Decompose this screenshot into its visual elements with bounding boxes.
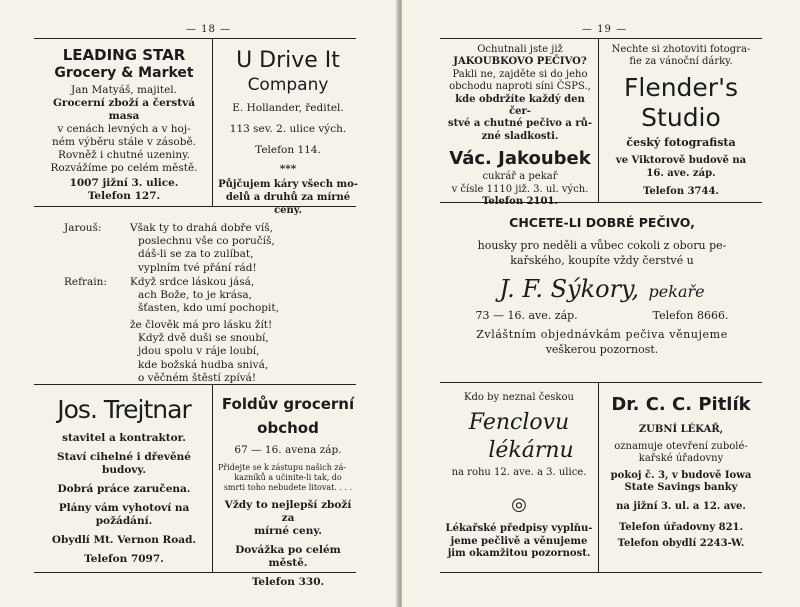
small-text: Přidejte se k zástupu našich zá- bbox=[218, 463, 347, 472]
divider bbox=[34, 38, 356, 39]
ad-line: ném výběru stále v zásobě. bbox=[51, 136, 196, 148]
ad-line: v cenách levných a v hoj- bbox=[57, 123, 191, 135]
address: 67 — 16. avena záp. bbox=[234, 444, 342, 456]
address: na rohu 12. ave. a 3. ulice. bbox=[451, 466, 587, 478]
ad-title: obchod bbox=[257, 419, 319, 437]
address: Obydlí Mt. Vernon Road. bbox=[51, 534, 197, 546]
divider bbox=[440, 38, 762, 39]
ad-line: Staví cihelné i dřevěné bbox=[57, 451, 191, 463]
verse-stanza bbox=[130, 319, 272, 385]
verse-line: dáš-li se za to zulíbat, bbox=[138, 248, 254, 261]
ad-line: obchodu naproti síni ČSPS., bbox=[449, 81, 591, 93]
ad-line: housky pro neděli a vůbec cokoli z oboru pe- bbox=[477, 239, 727, 252]
ad-line: Zvláštním objednávkám pečiva věnujeme bbox=[476, 328, 728, 341]
divider bbox=[440, 382, 762, 383]
ad-line: jim okamžitou pozornost. bbox=[447, 548, 591, 560]
left-page bbox=[0, 0, 398, 607]
ad-foldy bbox=[218, 394, 358, 589]
ad-line: mírné ceny. bbox=[254, 525, 322, 537]
ad-line: Půjčujem káry všech mo- bbox=[218, 179, 358, 190]
ad-line: Dovážka po celém městě. bbox=[235, 544, 341, 569]
verse-refrain-label: Refrain: bbox=[64, 276, 107, 288]
ad-leading-star bbox=[40, 46, 208, 203]
phone: Telefon 3744. bbox=[643, 186, 719, 198]
verse-speaker: Jarouš: bbox=[64, 222, 102, 234]
phone: Telefon 2101. bbox=[482, 196, 558, 208]
verse-stanza bbox=[130, 276, 279, 316]
verse-line: ach Bože, to je krása, bbox=[138, 289, 253, 302]
ad-title: LEADING STAR bbox=[62, 46, 186, 64]
ad-title: Fenclovu bbox=[468, 409, 570, 435]
ad-title: Vác. Jakoubek bbox=[449, 148, 591, 170]
ad-line: Grocerní zboží a čerstvá bbox=[52, 97, 196, 109]
ad-title: Flender's bbox=[624, 72, 738, 102]
ad-line: kařského, koupíte vždy čerstvé u bbox=[510, 254, 694, 267]
ad-title: U Drive It bbox=[236, 48, 340, 73]
ad-line: Pakli ne, zajděte si do jeho bbox=[452, 68, 588, 80]
verse-line: o věčném štěstí zpívá! bbox=[138, 371, 257, 384]
address: ve Viktorově budově na bbox=[615, 155, 747, 167]
divider bbox=[598, 382, 599, 572]
ad-line: budovy. bbox=[102, 464, 146, 476]
address: 73 — 16. ave. záp. bbox=[475, 309, 578, 322]
owner: E. Hollander, ředitel. bbox=[232, 102, 344, 114]
ad-headline: CHCETE-LI DOBRÉ PEČIVO, bbox=[509, 215, 695, 230]
small-text: smrti toho nebudete litovat. . . . bbox=[223, 483, 353, 492]
phone: Telefon 7097. bbox=[84, 553, 164, 565]
verse-line: kde božská hudba snivá, bbox=[138, 358, 269, 371]
address: v čísle 1110 již. 3. ul. vých. bbox=[451, 183, 589, 195]
ad-jakoubek bbox=[444, 44, 596, 208]
verse-line: že člověk má pro lásku žít! bbox=[130, 319, 273, 331]
ad-trejtnar bbox=[40, 394, 208, 566]
ad-line: masa bbox=[108, 110, 140, 122]
role: pekaře bbox=[648, 282, 705, 301]
verse-line: jdou spolu v ráje loubí, bbox=[138, 345, 260, 358]
ad-line: pokoj č. 3, v budově Iowa bbox=[610, 469, 752, 481]
role: stavitel a kontraktor. bbox=[62, 432, 186, 444]
ad-line: Nechte si zhotoviti fotogra- bbox=[611, 44, 751, 55]
role: ZUBNÍ LÉKAŘ, bbox=[638, 424, 724, 435]
ad-line: kde obdržíte každý den čer- bbox=[455, 93, 585, 118]
address: na jižní 3. ul. a 12. ave. bbox=[616, 500, 746, 512]
ad-title: Jos. Trejtnar bbox=[57, 395, 191, 424]
phone: Telefon úřadovny 821. bbox=[619, 521, 743, 533]
ad-line: Ochutnali jste již bbox=[477, 44, 563, 55]
ad-line: Vždy to nejlepší zboží za bbox=[224, 499, 352, 524]
verse-line: vyplním tvé přání rád! bbox=[138, 261, 257, 274]
ad-line: kařské úřadovny bbox=[638, 453, 724, 465]
address: 16. ave. záp. bbox=[646, 167, 716, 179]
owner: Jan Matyáš, majitel. bbox=[70, 84, 177, 96]
phone: Telefon 127. bbox=[87, 190, 161, 202]
ad-line: fie za vánoční dárky. bbox=[629, 56, 733, 68]
ad-line: veškerou pozornost. bbox=[545, 343, 659, 356]
ad-line: delů a druhů za mírné ceny. bbox=[225, 192, 351, 216]
ad-title: lékárnu bbox=[488, 437, 574, 463]
divider bbox=[598, 38, 599, 202]
verse-line: Když srdce láskou jásá, bbox=[130, 276, 255, 288]
divider bbox=[34, 384, 356, 385]
ad-line: State Savings banky bbox=[624, 482, 738, 494]
ad-line: zné sladkosti. bbox=[481, 130, 559, 142]
ad-sykora bbox=[442, 214, 762, 357]
ad-line: Lékařské předpisy vyplňu- bbox=[445, 523, 593, 535]
phone: Telefon 330. bbox=[251, 576, 325, 588]
ad-line: Kdo by neznal českou bbox=[464, 392, 574, 403]
ad-fencl bbox=[444, 392, 594, 561]
phone: Telefon 8666. bbox=[652, 309, 729, 322]
ad-line: jeme pečlivě a věnujeme bbox=[450, 535, 588, 547]
small-text: kazníků a učinite-li tak, do bbox=[234, 473, 342, 482]
page-number-right: — 19 — bbox=[582, 24, 628, 35]
ad-title: Foldův grocerní bbox=[221, 395, 355, 413]
verse-line: poslechnu vše co poručíš, bbox=[138, 235, 275, 248]
ad-flender bbox=[600, 44, 762, 198]
divider bbox=[440, 572, 762, 573]
page-number-left: — 18 — bbox=[186, 24, 232, 35]
verse-line: Však ty to drahá dobře víš, bbox=[130, 222, 274, 234]
ad-title: Dr. C. C. Pitlík bbox=[611, 394, 751, 415]
verse-stanza bbox=[130, 222, 275, 275]
right-page bbox=[402, 0, 800, 607]
ad-title: Studio bbox=[641, 102, 721, 132]
ad-line: stvé a chutné pečivo a rů- bbox=[447, 118, 593, 130]
role: český fotografista bbox=[626, 135, 736, 149]
phone: Telefon 114. bbox=[255, 144, 321, 156]
ad-subtitle: Company bbox=[247, 75, 329, 95]
ad-u-drive-it bbox=[218, 48, 358, 217]
ad-title: J. F. Sýkory, bbox=[499, 275, 640, 303]
address: 113 sev. 2. ulice vých. bbox=[229, 123, 347, 135]
ad-line: oznamuje otevření zubolé- bbox=[614, 440, 748, 452]
ad-line: Rovněž i chutné uzeniny. bbox=[58, 149, 190, 161]
pharmacy-symbol-icon: ◎ bbox=[511, 494, 527, 516]
ad-line: Rozvážíme po celém městě. bbox=[50, 162, 198, 174]
role: cukrář a pekař bbox=[482, 171, 558, 183]
divider bbox=[212, 384, 213, 572]
phone: Telefon obydlí 2243-W. bbox=[617, 538, 745, 550]
ad-line: JAKOUBKOVO PEČIVO? bbox=[453, 56, 587, 68]
ad-line: Plány vám vyhotoví na bbox=[58, 502, 190, 514]
ad-subtitle: Grocery & Market bbox=[54, 65, 194, 81]
ad-pitlik bbox=[600, 392, 762, 551]
ad-line: požádání. bbox=[95, 515, 153, 527]
stars: *** bbox=[279, 163, 297, 175]
divider bbox=[212, 38, 213, 206]
verse-line: Když dvě duši se snoubí, bbox=[138, 332, 269, 345]
address: 1007 jižní 3. ulice. bbox=[69, 177, 179, 189]
ad-line: Dobrá práce zaručena. bbox=[57, 483, 191, 495]
verse-line: šťasten, kdo umí pochopit, bbox=[138, 302, 279, 315]
